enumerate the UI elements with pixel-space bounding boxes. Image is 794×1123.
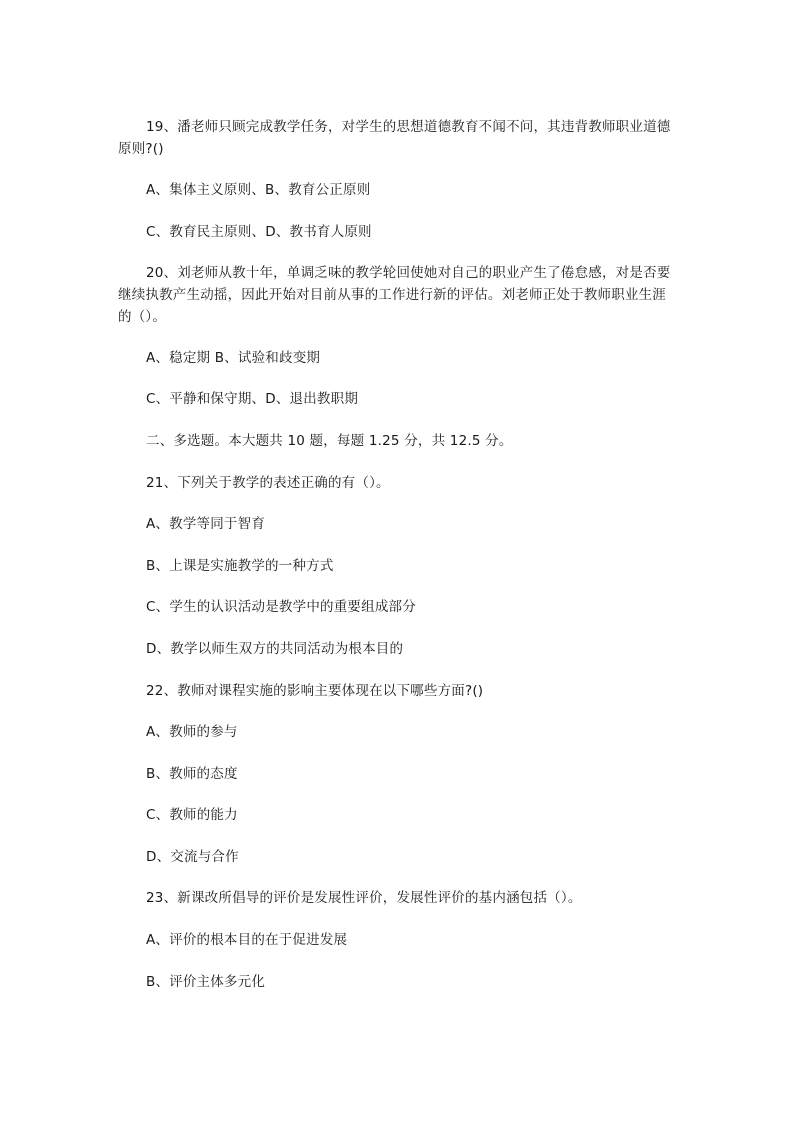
question-19: 19、潘老师只顾完成教学任务，对学生的思想道德教育不闻不问，其违背教师职业道德原则?() [118,119,671,157]
question-22-option-d: D、交流与合作 [146,849,239,865]
question-21-option-a: A、教学等同于智育 [146,516,266,532]
question-23: 23、新课改所倡导的评价是发展性评价，发展性评价的基内涵包括（）。 [146,890,582,906]
question-22-option-a: A、教师的参与 [146,724,238,740]
question-22: 22、教师对课程实施的影响主要体现在以下哪些方面?() [146,683,484,699]
section-heading-multiple-choice: 二、多选题。本大题共 10 题，每题 1.25 分，共 12.5 分。 [146,433,513,449]
question-20: 20、刘老师从教十年，单调乏味的教学轮回使她对自己的职业产生了倦怠感，对是否要继续执教产生动摇，因此开始对目前从事的工作进行新的评估。刘老师正处于教师职业生涯的（）。 [118,265,671,325]
question-20-options-ab: A、稳定期 B、试验和歧变期 [146,350,321,366]
question-21: 21、下列关于教学的表述正确的有（）。 [146,475,390,491]
question-21-option-b: B、上课是实施教学的一种方式 [146,558,334,574]
question-21-option-c: C、学生的认识活动是教学中的重要组成部分 [146,599,416,615]
question-19-options-cd: C、教育民主原则、D、教书育人原则 [146,224,372,240]
question-22-option-b: B、教师的态度 [146,766,238,782]
question-23-option-a: A、评价的根本目的在于促进发展 [146,932,348,948]
question-20-options-cd: C、平静和保守期、D、退出教职期 [146,391,359,407]
question-21-option-d: D、教学以师生双方的共同活动为根本目的 [146,641,404,657]
question-19-options-ab: A、集体主义原则、B、教育公正原则 [146,182,371,198]
question-22-option-c: C、教师的能力 [146,807,238,823]
question-23-option-b: B、评价主体多元化 [146,974,266,990]
